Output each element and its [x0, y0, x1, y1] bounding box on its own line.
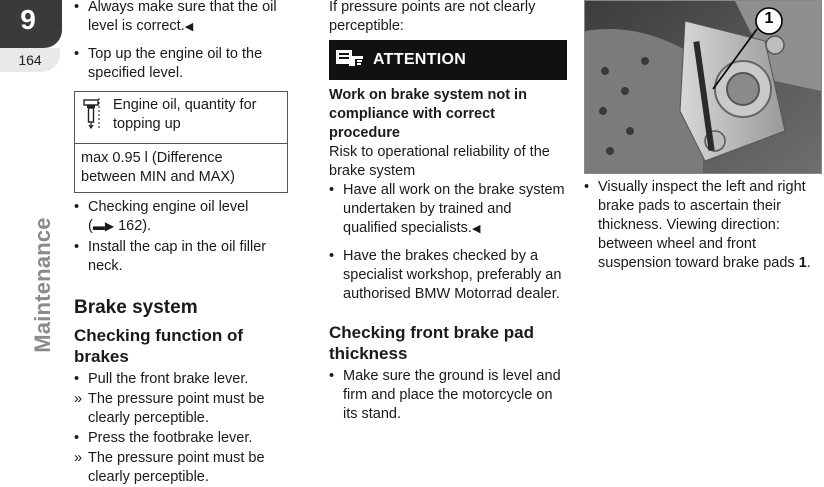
warning-title: Work on brake system not in compliance with correct procedure — [329, 87, 527, 141]
page-ref-link[interactable]: 162). — [118, 218, 152, 234]
callout-ref: 1 — [798, 255, 807, 271]
spec-box — [74, 91, 288, 193]
step-pull-front-brake: • Pull the front brake lever. — [74, 370, 290, 389]
step-press-footbrake: • Press the footbrake lever. — [74, 429, 290, 448]
warning-risk: Risk to operational reliability of the brake system — [329, 144, 550, 179]
bullet-inspect-pads: • Visually inspect the left and right brake pads to ascertain their thickness. Viewing direction: between wheel and front suspension toward brake pads 1. — [584, 178, 820, 273]
spec-box-header — [75, 92, 287, 144]
intro-text: If pressure points are not clearly perceptible: — [329, 0, 536, 34]
column-middle — [329, 0, 569, 424]
chapter-number: 9 — [20, 4, 36, 35]
bullet-top-up: • Top up the engine oil to the specified level. — [74, 45, 290, 83]
attention-banner — [329, 40, 567, 80]
bullet-workshop-2: • Have the brakes checked by a specialist workshop, preferably an authorised BMW Motorrad dealer. — [329, 247, 569, 304]
page-number: 164 — [0, 48, 60, 72]
column-left — [74, 0, 290, 487]
end-mark-icon: ◀ — [471, 223, 481, 235]
page-ref-arrow-icon: ▬▶ — [92, 219, 115, 233]
step-result-foot: » The pressure point must be clearly perceptible. — [74, 449, 290, 487]
chapter-side-label: Maintenance — [30, 217, 55, 353]
step-result-front: » The pressure point must be clearly perceptible. — [74, 390, 290, 428]
bullet-oil-level: • Always make sure that the oil level is correct.◀ — [74, 0, 290, 37]
bullet-workshop-1: • Have all work on the brake system undertaken by trained and qualified specialists.◀ — [329, 181, 569, 239]
spec-box-value: max 0.95 l (Difference between MIN and MAX) — [81, 150, 235, 185]
subsection-title-brake-function: Checking function of brakes — [74, 326, 244, 366]
bullet-install-cap: • Install the cap in the oil filler neck. — [74, 238, 290, 276]
section-title-brake-system: Brake system — [74, 297, 198, 318]
spec-box-title: Engine oil, quantity for topping up — [113, 97, 257, 132]
oil-can-icon — [81, 96, 103, 135]
photo-callout-1: 1 — [764, 10, 774, 27]
warning-hand-icon — [335, 46, 365, 75]
end-mark-icon: ◀ — [184, 21, 194, 33]
bullet-check-level: • Checking engine oil level (▬▶ 162). — [74, 198, 290, 236]
attention-label: ATTENTION — [373, 51, 467, 68]
column-right — [584, 178, 820, 273]
subsection-title-pad-thickness: Checking front brake pad thickness — [329, 323, 534, 363]
bullet-level-ground: • Make sure the ground is level and firm and place the motorcycle on its stand. — [329, 367, 569, 424]
brake-caliper-photo — [584, 0, 822, 174]
